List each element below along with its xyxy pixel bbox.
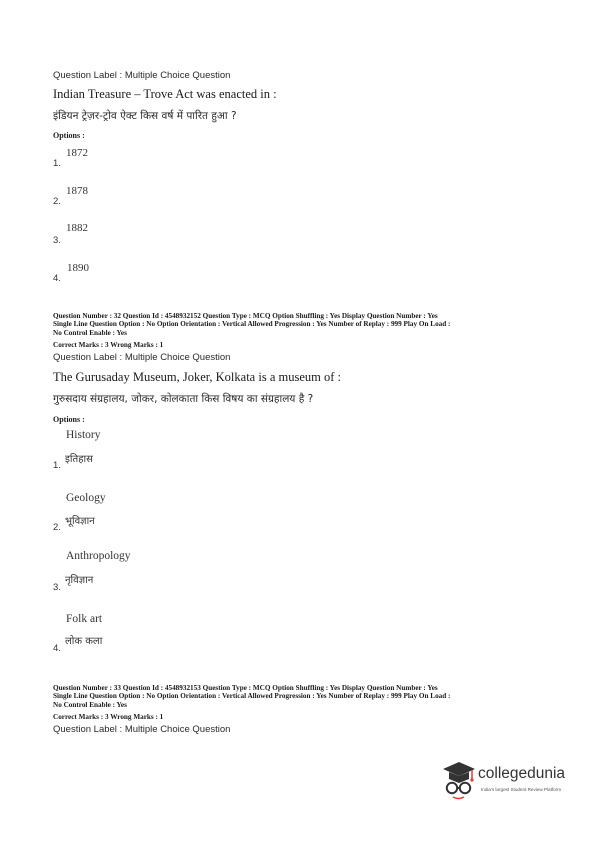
question-31-text-en: Indian Treasure – Trove Act was enacted in :	[53, 87, 277, 101]
q31-option-4-value[interactable]: 1890	[67, 262, 89, 274]
q32-option-2-number: 2.	[53, 522, 61, 533]
q32-option-4-hi[interactable]: लोक कला	[65, 636, 103, 647]
q32-option-4-en[interactable]: Folk art	[66, 613, 103, 625]
question-32-metadata	[53, 312, 450, 337]
question-33-meta-line-1: Question Number : 33 Question Id : 4548932153 Question Type : MCQ Option Shuffling : Yes Display Question Number : Yes	[53, 684, 438, 692]
q32-option-3-en[interactable]: Anthropology	[66, 550, 131, 562]
question-32-text-en: The Gurusaday Museum, Joker, Kolkata is a museum of :	[53, 370, 341, 384]
logo-wordmark: collegedunia	[478, 765, 566, 782]
q31-option-4-number: 4.	[53, 273, 61, 284]
question-32-meta-line-1: Question Number : 32 Question Id : 4548932152 Question Type : MCQ Option Shuffling : Yes Display Question Number : Yes	[53, 312, 438, 320]
question-32-options-heading: Options :	[53, 415, 85, 424]
question-33-meta-line-2: Single Line Question Option : No Option Orientation : Vertical Allowed Progression : Yes Number of Replay : 999 Play On Load :	[53, 692, 451, 701]
question-31-text-hi: इंडियन ट्रेज़र-ट्रोव ऐक्ट किस वर्ष में पारित हुआ ?	[53, 110, 237, 122]
q32-option-3-hi[interactable]: नृविज्ञान	[65, 575, 94, 586]
q31-option-3-number: 3.	[53, 235, 61, 246]
question-32-label: Question Label : Multiple Choice Question	[53, 352, 231, 363]
q32-option-1-number: 1.	[53, 460, 61, 471]
q32-option-2-hi[interactable]: भूविज्ञान	[65, 516, 95, 527]
q32-option-3-number: 3.	[53, 582, 61, 593]
q31-option-1-number: 1.	[53, 158, 61, 169]
question-32-marks: Correct Marks : 3 Wrong Marks : 1	[53, 341, 164, 349]
collegedunia-logo	[441, 758, 581, 806]
q32-option-1-en[interactable]: History	[66, 429, 101, 441]
question-31-options-heading: Options :	[53, 131, 85, 140]
question-32-text-hi: गुरुसदाय संग्रहालय, जोकर, कोलकाता किस विषय का संग्रहालय है ?	[53, 393, 314, 405]
q31-option-1-value[interactable]: 1872	[66, 147, 88, 159]
q31-option-2-number: 2.	[53, 196, 61, 207]
question-32-meta-line-2: Single Line Question Option : No Option Orientation : Vertical Allowed Progression : Yes Number of Replay : 999 Play On Load :	[53, 320, 451, 329]
q31-option-3-value[interactable]: 1882	[66, 222, 88, 234]
question-31-label: Question Label : Multiple Choice Question	[53, 70, 231, 81]
logo-tagline: India's largest Student Review Platform	[481, 787, 562, 792]
question-32-meta-line-3: No Control Enable : Yes	[53, 328, 127, 337]
question-33-metadata	[53, 684, 450, 709]
graduation-cap-glasses-icon	[441, 760, 477, 800]
question-33-meta-line-3: No Control Enable : Yes	[53, 700, 127, 709]
q31-option-2-value[interactable]: 1878	[66, 185, 88, 197]
q32-option-1-hi[interactable]: इतिहास	[65, 454, 93, 465]
question-33-label: Question Label : Multiple Choice Question	[53, 724, 231, 735]
q32-option-2-en[interactable]: Geology	[66, 492, 106, 504]
question-33-marks: Correct Marks : 3 Wrong Marks : 1	[53, 713, 164, 721]
q32-option-4-number: 4.	[53, 643, 61, 654]
